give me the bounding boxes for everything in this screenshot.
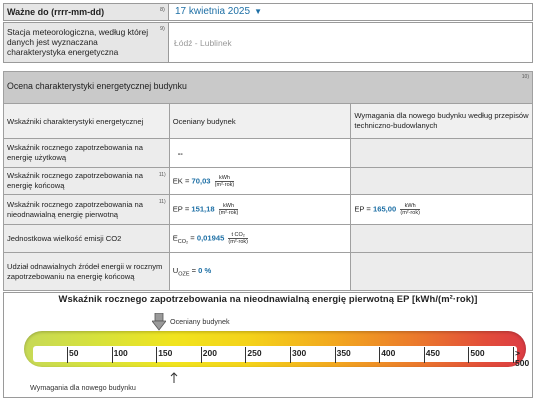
- final-energy-unit: $\frac{\text{kWh}}{\text{(m²·rok)}}$: [214, 174, 235, 188]
- row-label-final-energy: Wskaźnik rocznego zapotrzebowania na energię końcową 11): [4, 168, 170, 195]
- weather-station-label: Stacja meteorologiczna, według której danych jest wyznaczana charakterystyka energetyczna: [7, 27, 149, 57]
- co2-emission-value: 0,01945: [196, 233, 225, 243]
- weather-station-note: 9): [160, 26, 165, 32]
- scale-tick-mark: [112, 347, 113, 363]
- col-header-requirements: Wymagania dla nowego budynku według przepisów techniczno-budowlanych: [351, 104, 533, 139]
- primary-energy-cell: EP = 151,18 $\frac{\text{kWh}}{\text{(m²·rok)}}$: [169, 195, 351, 225]
- primary-energy-requirement-unit: $\frac{\text{kWh}}{\text{(m²·rok)}}$: [400, 203, 420, 216]
- requirement-pointer-label: Wymagania dla nowego budynku: [30, 383, 136, 392]
- scale-tick-label: 150: [158, 348, 173, 358]
- chevron-down-icon[interactable]: ▼: [254, 7, 262, 16]
- final-energy-value: 70,03: [191, 176, 211, 185]
- scale-tick-label: 100: [113, 348, 128, 358]
- requirement-pointer-icon: [170, 372, 178, 383]
- final-energy-note: 11): [158, 172, 166, 178]
- table-row: [4, 195, 533, 225]
- weather-station-value: Łódź - Lublinek: [174, 38, 232, 48]
- scale-tick-label: 400: [381, 348, 396, 358]
- row-label-renewable-share: Udział odnawialnych źródeł energii w rocznym zapotrzebowaniu na energię końcową: [4, 253, 170, 291]
- scale-tick-mark: [67, 347, 68, 363]
- scale-tick-label: 350: [336, 348, 351, 358]
- table-row: [4, 225, 533, 253]
- table-row: [4, 168, 533, 195]
- co2-emission-unit: $\frac{\text{t CO₂}}{\text{(m²·rok)}}$: [228, 231, 248, 245]
- col-header-indicator: Wskaźniki charakterystyki energetycznej: [4, 104, 170, 139]
- scale-tick-label: 450: [425, 348, 440, 358]
- energy-evaluation-table: [3, 71, 533, 291]
- scale-tick-mark: [335, 347, 336, 363]
- row-label-co2-emission: Jednostkowa wielkość emisji CO2: [4, 225, 170, 253]
- scale-tick-mark: [201, 347, 202, 363]
- row-label-primary-energy: Wskaźnik rocznego zapotrzebowania na nieodnawialną energię pierwotną 11): [4, 195, 170, 225]
- ep-scale-panel: [3, 292, 533, 398]
- valid-until-note: 8): [160, 7, 165, 13]
- col-header-building: Oceniany budynek: [169, 104, 351, 139]
- evaluation-title-cell: [4, 72, 533, 104]
- scale-tick-mark: [513, 347, 514, 363]
- useful-energy-value: --: [169, 139, 351, 168]
- renewable-share-value: 0 %: [198, 265, 212, 275]
- scale-tick-label: > 500: [515, 348, 530, 368]
- table-row: [4, 139, 533, 168]
- ep-scale-title: Wskaźnik rocznego zapotrzebowania na nieodnawialną energię pierwotną EP [kWh/(m²·rok)]: [58, 293, 478, 304]
- evaluation-title-note: 10): [521, 74, 529, 80]
- primary-energy-unit: $\frac{\text{kWh}}{\text{(m²·rok)}}$: [218, 203, 239, 216]
- scale-tick-mark: [424, 347, 425, 363]
- building-pointer-label: Oceniany budynek: [170, 317, 230, 326]
- building-pointer-icon: [152, 313, 166, 331]
- table-row: [4, 253, 533, 291]
- scale-tick-mark: [379, 347, 380, 363]
- row-label-useful-energy: Wskaźnik rocznego zapotrzebowania na energię użytkową: [4, 139, 170, 168]
- final-energy-cell: EK = 70,03 $\frac{\text{kWh}}{\text{(m²·rok)}}$: [169, 168, 351, 195]
- scale-tick-label: 50: [69, 348, 79, 358]
- scale-tick-label: 300: [292, 348, 307, 358]
- scale-tick-label: 500: [470, 348, 485, 358]
- valid-until-row: [3, 3, 533, 21]
- weather-station-row: [3, 22, 533, 63]
- valid-until-dropdown[interactable]: [175, 6, 262, 17]
- scale-tick-mark: [468, 347, 469, 363]
- valid-until-label: Ważne do (rrrr-mm-dd): [7, 7, 105, 17]
- scale-tick-label: 200: [202, 348, 217, 358]
- scale-tick-mark: [156, 347, 157, 363]
- co2-emission-cell: $E_{CO_2} = 0,01945$ $\frac{\text{t CO₂}}{\text{(m²·rok)}}$: [169, 225, 351, 253]
- scale-tick-mark: [290, 347, 291, 363]
- primary-energy-note: 11): [158, 199, 166, 205]
- primary-energy-requirement-value: 165,00: [373, 204, 397, 214]
- valid-until-value: 17 kwietnia 2025: [175, 6, 251, 17]
- evaluation-title: Ocena charakterystyki energetycznej budynku: [7, 81, 187, 91]
- primary-energy-value: 151,18: [191, 204, 215, 214]
- ep-scale-inner: [33, 346, 517, 362]
- primary-energy-requirement-cell: EP = 165,00 $\frac{\text{kWh}}{\text{(m²·rok)}}$: [351, 195, 533, 225]
- renewable-share-cell: $U_{OZE} = 0$ %: [169, 253, 351, 291]
- scale-tick-label: 250: [247, 348, 262, 358]
- scale-tick-mark: [245, 347, 246, 363]
